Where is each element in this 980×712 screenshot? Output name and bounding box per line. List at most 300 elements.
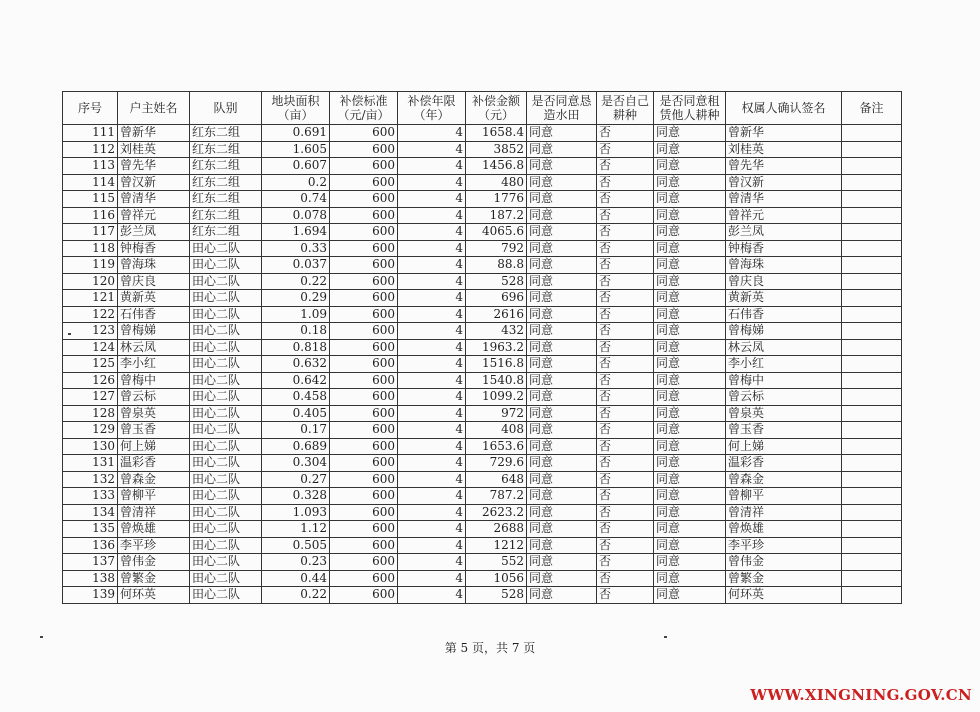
cell-remarks: [842, 570, 902, 587]
cell-index: 133: [63, 488, 118, 505]
cell-area: 0.642: [262, 372, 330, 389]
cell-area: 0.304: [262, 455, 330, 472]
cell-self-farm: 否: [597, 141, 654, 158]
cell-rate: 600: [330, 174, 398, 191]
cell-team: 田心二队: [190, 455, 262, 472]
cell-rate: 600: [330, 471, 398, 488]
cell-self-farm: 否: [597, 207, 654, 224]
cell-rate: 600: [330, 273, 398, 290]
cell-years: 4: [398, 554, 466, 571]
cell-years: 4: [398, 405, 466, 422]
cell-index: 124: [63, 339, 118, 356]
cell-signature: 曾森金: [726, 471, 842, 488]
cell-index: 115: [63, 191, 118, 208]
cell-signature: 曾柳平: [726, 488, 842, 505]
cell-rate: 600: [330, 224, 398, 241]
cell-team: 田心二队: [190, 521, 262, 538]
cell-agree-paddy: 同意: [527, 290, 597, 307]
cell-team: 田心二队: [190, 356, 262, 373]
cell-team: 田心二队: [190, 372, 262, 389]
cell-area: 0.607: [262, 158, 330, 175]
cell-area: 0.17: [262, 422, 330, 439]
cell-area: 0.23: [262, 554, 330, 571]
cell-years: 4: [398, 339, 466, 356]
cell-amount: 480: [466, 174, 527, 191]
cell-signature: 李平珍: [726, 537, 842, 554]
cell-signature: 石伟香: [726, 306, 842, 323]
cell-agree-lease: 同意: [654, 372, 726, 389]
cell-amount: 2616: [466, 306, 527, 323]
cell-index: 114: [63, 174, 118, 191]
table-row: [63, 554, 902, 571]
cell-self-farm: 否: [597, 554, 654, 571]
cell-remarks: [842, 471, 902, 488]
cell-index: 118: [63, 240, 118, 257]
cell-remarks: [842, 273, 902, 290]
cell-amount: 1456.8: [466, 158, 527, 175]
cell-remarks: [842, 158, 902, 175]
cell-area: 0.505: [262, 537, 330, 554]
cell-rate: 600: [330, 554, 398, 571]
header-agree-paddy: 是否同意恳造水田: [527, 92, 597, 125]
cell-team: 田心二队: [190, 471, 262, 488]
cell-owner-name: 曾森金: [118, 471, 190, 488]
cell-remarks: [842, 554, 902, 571]
cell-team: 田心二队: [190, 504, 262, 521]
cell-owner-name: 黄新英: [118, 290, 190, 307]
cell-self-farm: 否: [597, 306, 654, 323]
cell-years: 4: [398, 158, 466, 175]
cell-amount: 787.2: [466, 488, 527, 505]
header-signature: 权属人确认签名: [726, 92, 842, 125]
cell-owner-name: 何上娣: [118, 438, 190, 455]
cell-agree-lease: 同意: [654, 306, 726, 323]
cell-agree-paddy: 同意: [527, 372, 597, 389]
cell-area: 1.12: [262, 521, 330, 538]
cell-team: 田心二队: [190, 537, 262, 554]
cell-owner-name: 曾泉英: [118, 405, 190, 422]
cell-area: 0.27: [262, 471, 330, 488]
cell-area: 0.44: [262, 570, 330, 587]
cell-area: 0.458: [262, 389, 330, 406]
cell-signature: 何环英: [726, 587, 842, 604]
cell-amount: 729.6: [466, 455, 527, 472]
cell-team: 田心二队: [190, 339, 262, 356]
cell-amount: 1653.6: [466, 438, 527, 455]
cell-area: 0.18: [262, 323, 330, 340]
cell-team: 红东二组: [190, 224, 262, 241]
cell-agree-paddy: 同意: [527, 537, 597, 554]
cell-team: 田心二队: [190, 389, 262, 406]
cell-signature: 何上娣: [726, 438, 842, 455]
page-footer: 第 5 页，共 7 页: [444, 641, 536, 655]
cell-remarks: [842, 174, 902, 191]
cell-self-farm: 否: [597, 405, 654, 422]
table-row: [63, 257, 902, 274]
cell-area: 0.078: [262, 207, 330, 224]
table-row: [63, 207, 902, 224]
cell-owner-name: 曾先华: [118, 158, 190, 175]
table-row: [63, 389, 902, 406]
cell-years: 4: [398, 191, 466, 208]
cell-remarks: [842, 207, 902, 224]
cell-rate: 600: [330, 570, 398, 587]
cell-rate: 600: [330, 504, 398, 521]
cell-owner-name: 刘桂英: [118, 141, 190, 158]
cell-signature: 曾梅娣: [726, 323, 842, 340]
cell-remarks: [842, 455, 902, 472]
cell-owner-name: 曾清祥: [118, 504, 190, 521]
cell-signature: 曾玉香: [726, 422, 842, 439]
cell-agree-paddy: 同意: [527, 455, 597, 472]
cell-team: 红东二组: [190, 158, 262, 175]
cell-rate: 600: [330, 306, 398, 323]
cell-index: 127: [63, 389, 118, 406]
cell-area: 0.037: [262, 257, 330, 274]
cell-signature: 曾祥元: [726, 207, 842, 224]
header-owner-name: 户主姓名: [118, 92, 190, 125]
cell-agree-paddy: 同意: [527, 125, 597, 142]
cell-rate: 600: [330, 521, 398, 538]
cell-amount: 792: [466, 240, 527, 257]
cell-index: 139: [63, 587, 118, 604]
table-row: [63, 191, 902, 208]
cell-owner-name: 曾祥元: [118, 207, 190, 224]
header-row: [63, 92, 902, 125]
table-row: [63, 587, 902, 604]
scan-speck: [40, 636, 43, 638]
cell-area: 0.405: [262, 405, 330, 422]
table-row: [63, 405, 902, 422]
cell-self-farm: 否: [597, 587, 654, 604]
cell-amount: 2623.2: [466, 504, 527, 521]
cell-owner-name: 林云凤: [118, 339, 190, 356]
cell-area: 0.22: [262, 587, 330, 604]
cell-self-farm: 否: [597, 570, 654, 587]
cell-self-farm: 否: [597, 422, 654, 439]
scan-speck: [664, 636, 667, 638]
cell-agree-lease: 同意: [654, 488, 726, 505]
table-row: [63, 158, 902, 175]
cell-area: 0.2: [262, 174, 330, 191]
cell-rate: 600: [330, 455, 398, 472]
cell-agree-paddy: 同意: [527, 521, 597, 538]
table-row: [63, 570, 902, 587]
header-self-farm: 是否自己耕种: [597, 92, 654, 125]
cell-years: 4: [398, 372, 466, 389]
cell-owner-name: 钟梅香: [118, 240, 190, 257]
cell-index: 128: [63, 405, 118, 422]
cell-signature: 曾焕雄: [726, 521, 842, 538]
cell-team: 田心二队: [190, 290, 262, 307]
cell-index: 120: [63, 273, 118, 290]
cell-remarks: [842, 141, 902, 158]
cell-remarks: [842, 587, 902, 604]
cell-amount: 648: [466, 471, 527, 488]
cell-amount: 3852: [466, 141, 527, 158]
cell-agree-paddy: 同意: [527, 488, 597, 505]
cell-index: 134: [63, 504, 118, 521]
cell-team: 田心二队: [190, 323, 262, 340]
cell-years: 4: [398, 257, 466, 274]
cell-index: 126: [63, 372, 118, 389]
cell-agree-paddy: 同意: [527, 389, 597, 406]
cell-agree-paddy: 同意: [527, 257, 597, 274]
cell-agree-paddy: 同意: [527, 306, 597, 323]
cell-years: 4: [398, 488, 466, 505]
cell-agree-paddy: 同意: [527, 273, 597, 290]
cell-agree-paddy: 同意: [527, 504, 597, 521]
cell-rate: 600: [330, 207, 398, 224]
cell-agree-paddy: 同意: [527, 207, 597, 224]
cell-area: 0.328: [262, 488, 330, 505]
cell-agree-lease: 同意: [654, 389, 726, 406]
cell-remarks: [842, 191, 902, 208]
cell-agree-lease: 同意: [654, 587, 726, 604]
cell-agree-lease: 同意: [654, 174, 726, 191]
cell-years: 4: [398, 141, 466, 158]
cell-owner-name: 曾云标: [118, 389, 190, 406]
cell-agree-paddy: 同意: [527, 191, 597, 208]
cell-signature: 曾云标: [726, 389, 842, 406]
cell-agree-lease: 同意: [654, 191, 726, 208]
table-row: [63, 372, 902, 389]
cell-index: 112: [63, 141, 118, 158]
cell-agree-paddy: 同意: [527, 356, 597, 373]
cell-self-farm: 否: [597, 471, 654, 488]
cell-remarks: [842, 422, 902, 439]
cell-area: 0.689: [262, 438, 330, 455]
cell-team: 田心二队: [190, 306, 262, 323]
cell-signature: 钟梅香: [726, 240, 842, 257]
header-area: 地块面积（亩）: [262, 92, 330, 125]
cell-self-farm: 否: [597, 191, 654, 208]
cell-self-farm: 否: [597, 125, 654, 142]
table-row: [63, 356, 902, 373]
cell-rate: 600: [330, 257, 398, 274]
cell-index: 117: [63, 224, 118, 241]
cell-years: 4: [398, 455, 466, 472]
cell-remarks: [842, 224, 902, 241]
cell-signature: 黄新英: [726, 290, 842, 307]
cell-agree-lease: 同意: [654, 339, 726, 356]
cell-agree-paddy: 同意: [527, 587, 597, 604]
cell-index: 131: [63, 455, 118, 472]
cell-signature: 刘桂英: [726, 141, 842, 158]
cell-signature: 曾海珠: [726, 257, 842, 274]
cell-years: 4: [398, 125, 466, 142]
cell-owner-name: 曾伟金: [118, 554, 190, 571]
cell-team: 红东二组: [190, 174, 262, 191]
cell-rate: 600: [330, 323, 398, 340]
cell-signature: 曾汉新: [726, 174, 842, 191]
cell-owner-name: 曾清华: [118, 191, 190, 208]
cell-rate: 600: [330, 405, 398, 422]
cell-team: 红东二组: [190, 125, 262, 142]
cell-self-farm: 否: [597, 455, 654, 472]
header-rate: 补偿标准（元/亩）: [330, 92, 398, 125]
cell-amount: 1056: [466, 570, 527, 587]
cell-amount: 408: [466, 422, 527, 439]
cell-self-farm: 否: [597, 323, 654, 340]
table-row: [63, 273, 902, 290]
cell-index: 116: [63, 207, 118, 224]
cell-area: 0.74: [262, 191, 330, 208]
cell-rate: 600: [330, 356, 398, 373]
cell-years: 4: [398, 471, 466, 488]
cell-agree-lease: 同意: [654, 125, 726, 142]
cell-remarks: [842, 323, 902, 340]
cell-rate: 600: [330, 158, 398, 175]
cell-index: 138: [63, 570, 118, 587]
cell-area: 0.691: [262, 125, 330, 142]
cell-signature: 曾繁金: [726, 570, 842, 587]
cell-agree-paddy: 同意: [527, 422, 597, 439]
cell-agree-lease: 同意: [654, 141, 726, 158]
cell-signature: 曾伟金: [726, 554, 842, 571]
cell-index: 111: [63, 125, 118, 142]
cell-index: 121: [63, 290, 118, 307]
cell-rate: 600: [330, 240, 398, 257]
cell-agree-lease: 同意: [654, 521, 726, 538]
cell-years: 4: [398, 537, 466, 554]
table-row: [63, 240, 902, 257]
cell-owner-name: 彭兰凤: [118, 224, 190, 241]
cell-signature: 温彩香: [726, 455, 842, 472]
header-index: 序号: [63, 92, 118, 125]
cell-amount: 528: [466, 273, 527, 290]
cell-team: 红东二组: [190, 141, 262, 158]
cell-area: 0.33: [262, 240, 330, 257]
cell-owner-name: 曾梅中: [118, 372, 190, 389]
cell-self-farm: 否: [597, 257, 654, 274]
cell-years: 4: [398, 224, 466, 241]
cell-signature: 曾先华: [726, 158, 842, 175]
cell-rate: 600: [330, 372, 398, 389]
cell-owner-name: 曾玉香: [118, 422, 190, 439]
cell-remarks: [842, 306, 902, 323]
cell-owner-name: 李小红: [118, 356, 190, 373]
cell-owner-name: 温彩香: [118, 455, 190, 472]
cell-years: 4: [398, 273, 466, 290]
table-row: [63, 455, 902, 472]
table-row: [63, 488, 902, 505]
cell-self-farm: 否: [597, 372, 654, 389]
cell-agree-paddy: 同意: [527, 438, 597, 455]
cell-index: 113: [63, 158, 118, 175]
cell-amount: 1212: [466, 537, 527, 554]
cell-owner-name: 曾柳平: [118, 488, 190, 505]
cell-area: 0.818: [262, 339, 330, 356]
cell-team: 田心二队: [190, 257, 262, 274]
cell-team: 田心二队: [190, 554, 262, 571]
cell-rate: 600: [330, 587, 398, 604]
cell-agree-paddy: 同意: [527, 323, 597, 340]
cell-signature: 李小红: [726, 356, 842, 373]
cell-years: 4: [398, 521, 466, 538]
cell-rate: 600: [330, 141, 398, 158]
cell-years: 4: [398, 323, 466, 340]
cell-owner-name: 李平珍: [118, 537, 190, 554]
cell-agree-lease: 同意: [654, 504, 726, 521]
cell-self-farm: 否: [597, 521, 654, 538]
cell-self-farm: 否: [597, 504, 654, 521]
cell-index: 122: [63, 306, 118, 323]
cell-years: 4: [398, 570, 466, 587]
cell-years: 4: [398, 422, 466, 439]
cell-remarks: [842, 438, 902, 455]
cell-agree-paddy: 同意: [527, 405, 597, 422]
cell-agree-lease: 同意: [654, 422, 726, 439]
cell-area: 0.29: [262, 290, 330, 307]
cell-self-farm: 否: [597, 438, 654, 455]
cell-index: 135: [63, 521, 118, 538]
cell-agree-lease: 同意: [654, 224, 726, 241]
cell-signature: 曾清祥: [726, 504, 842, 521]
cell-signature: 彭兰凤: [726, 224, 842, 241]
cell-amount: 972: [466, 405, 527, 422]
table-row: [63, 224, 902, 241]
table-row: [63, 438, 902, 455]
cell-rate: 600: [330, 191, 398, 208]
cell-index: 123: [63, 323, 118, 340]
header-team: 队别: [190, 92, 262, 125]
cell-agree-lease: 同意: [654, 273, 726, 290]
cell-team: 红东二组: [190, 191, 262, 208]
cell-team: 田心二队: [190, 587, 262, 604]
table-row: [63, 125, 902, 142]
cell-agree-lease: 同意: [654, 290, 726, 307]
cell-area: 1.093: [262, 504, 330, 521]
table-row: [63, 471, 902, 488]
cell-self-farm: 否: [597, 488, 654, 505]
cell-owner-name: 曾庆良: [118, 273, 190, 290]
cell-remarks: [842, 389, 902, 406]
cell-rate: 600: [330, 339, 398, 356]
cell-self-farm: 否: [597, 356, 654, 373]
cell-agree-paddy: 同意: [527, 141, 597, 158]
cell-amount: 1963.2: [466, 339, 527, 356]
table-row: [63, 339, 902, 356]
cell-agree-lease: 同意: [654, 455, 726, 472]
cell-team: 田心二队: [190, 488, 262, 505]
website-watermark: WWW.XINGNING.GOV.CN: [750, 686, 972, 704]
cell-amount: 1658.4: [466, 125, 527, 142]
cell-agree-paddy: 同意: [527, 554, 597, 571]
cell-remarks: [842, 125, 902, 142]
cell-agree-lease: 同意: [654, 356, 726, 373]
cell-agree-paddy: 同意: [527, 224, 597, 241]
cell-remarks: [842, 504, 902, 521]
table-row: [63, 306, 902, 323]
table-row: [63, 504, 902, 521]
cell-signature: 曾清华: [726, 191, 842, 208]
cell-agree-paddy: 同意: [527, 570, 597, 587]
cell-remarks: [842, 521, 902, 538]
cell-signature: 林云凤: [726, 339, 842, 356]
cell-rate: 600: [330, 290, 398, 307]
cell-years: 4: [398, 306, 466, 323]
cell-owner-name: 曾汉新: [118, 174, 190, 191]
cell-agree-paddy: 同意: [527, 158, 597, 175]
cell-signature: 曾泉英: [726, 405, 842, 422]
cell-agree-lease: 同意: [654, 158, 726, 175]
cell-amount: 2688: [466, 521, 527, 538]
cell-agree-paddy: 同意: [527, 471, 597, 488]
compensation-table: [62, 91, 902, 604]
cell-area: 1.694: [262, 224, 330, 241]
cell-signature: 曾庆良: [726, 273, 842, 290]
